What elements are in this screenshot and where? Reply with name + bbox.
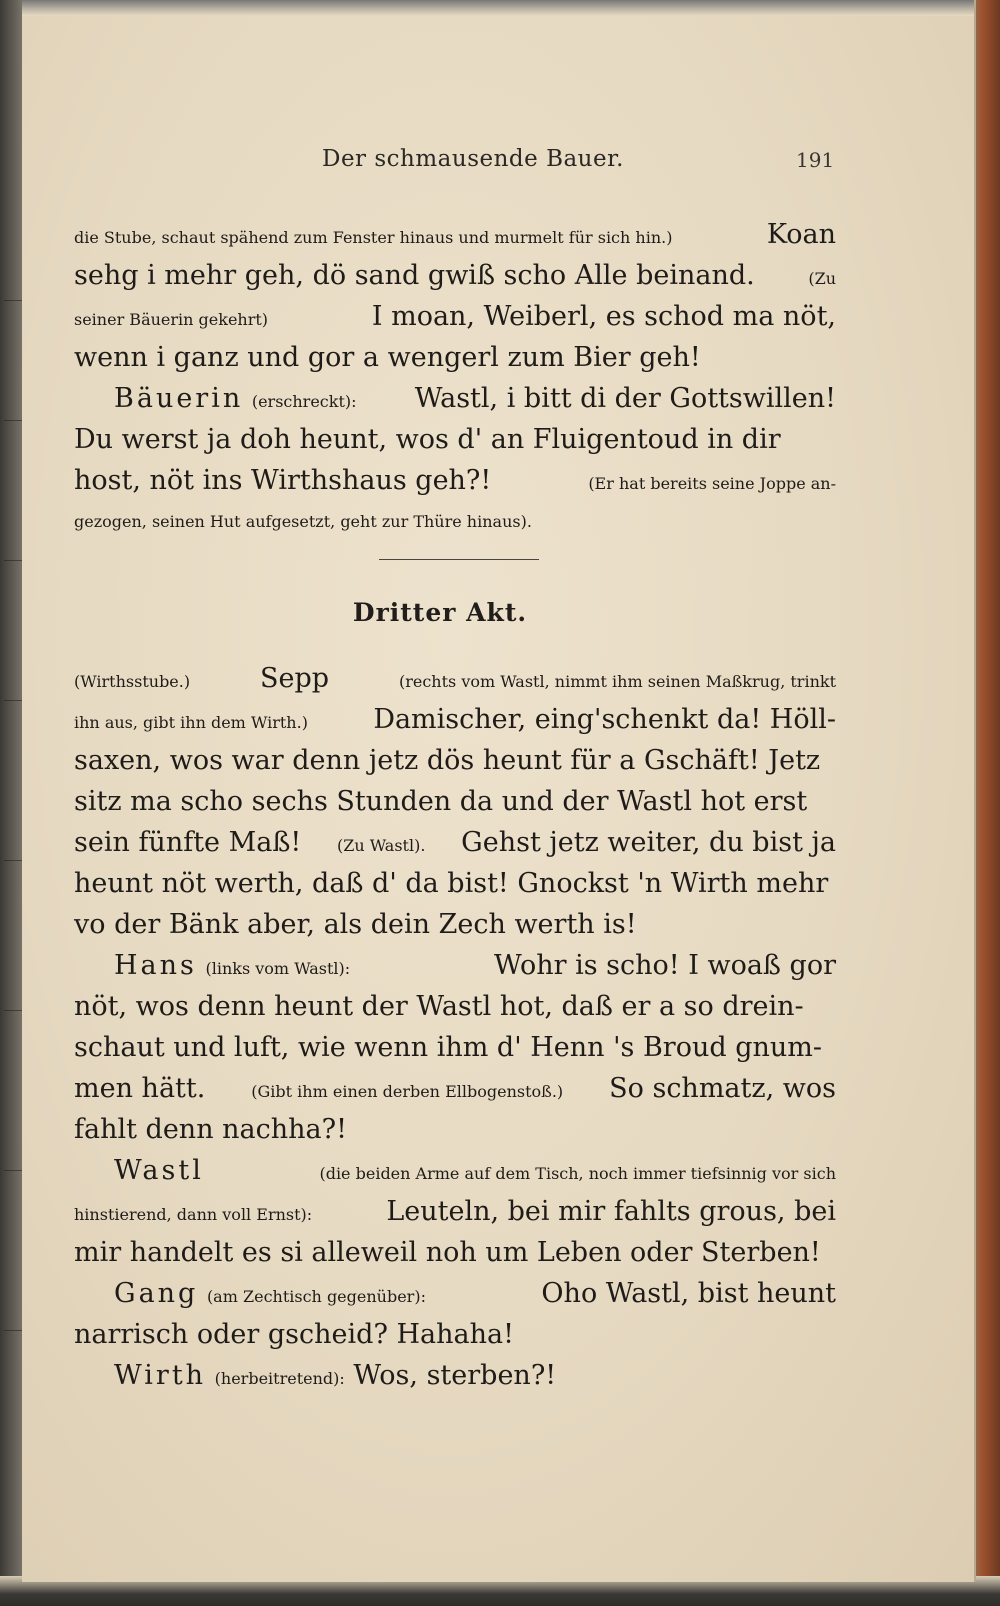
text-line: heunt nöt werth, daß d' da bist! Gnockst 'n Wirth mehr xyxy=(74,868,829,899)
page-number: 191 xyxy=(796,148,835,172)
text-line: nöt, wos denn heunt der Wastl hot, daß er a so drein- xyxy=(74,991,804,1022)
speaker-name: Wirth xyxy=(114,1360,207,1391)
text-line: fahlt denn nachha?! xyxy=(74,1114,347,1145)
text-line: mir handelt es si alleweil noh um Leben oder Sterben! xyxy=(74,1237,821,1268)
text-line: narrisch oder gscheid? Hahaha! xyxy=(74,1319,514,1350)
text-line: host, nöt ins Wirthshaus geh?! (Er hat bereits seine Joppe an- xyxy=(74,465,836,496)
speaker-name: Gang xyxy=(114,1278,199,1309)
speaker-line: Hans (links vom Wastl): Wohr is scho! I woaß gor xyxy=(114,950,836,981)
text-line: sitz ma scho sechs Stunden da und der Wastl hot erst xyxy=(74,786,808,817)
text-line: gezogen, seinen Hut aufgesetzt, geht zur Thüre hinaus). xyxy=(74,512,532,531)
text-line: die Stube, schaut spähend zum Fenster hinaus und murmelt für sich hin.) Koan xyxy=(74,219,836,250)
speaker-name: Hans xyxy=(114,950,197,981)
text-line: ihn aus, gibt ihn dem Wirth.) Damischer, eing'schenkt da! Höll- xyxy=(74,704,836,735)
text-line: men hätt. (Gibt ihm einen derben Ellbogenstoß.) So schmatz, wos xyxy=(74,1073,836,1104)
text-line: Du werst ja doh heunt, wos d' an Fluigentoud in dir xyxy=(74,424,781,455)
speaker-line: Wirth (herbeitretend): Wos, sterben?! xyxy=(74,1355,836,1396)
text-line: sehg i mehr geh, dö sand gwiß scho Alle beinand. (Zu xyxy=(74,260,836,291)
text-line: hinstierend, dann voll Ernst): Leuteln, bei mir fahlts grous, bei xyxy=(74,1196,836,1227)
text-line: sein fünfte Maß! (Zu Wastl). Gehst jetz weiter, du bist ja xyxy=(74,827,836,858)
text-line: (Wirthsstube.) Sepp (rechts vom Wastl, nimmt ihm seinen Maßkrug, trinkt xyxy=(74,663,836,694)
body-text xyxy=(74,214,836,1396)
speaker-name: Bäuerin xyxy=(114,383,244,414)
running-title: Der schmausende Bauer. xyxy=(322,146,624,172)
text-line: saxen, wos war denn jetz dös heunt für a Gschäft! Jetz xyxy=(74,745,821,776)
book-page xyxy=(22,0,976,1582)
section-divider xyxy=(379,559,539,560)
page-top-edge xyxy=(22,0,974,16)
act-heading: Dritter Akt. xyxy=(352,598,528,627)
text-line: schaut und luft, wie wenn ihm d' Henn 's Broud gnum- xyxy=(74,1032,823,1063)
speaker-line: Wastl (die beiden Arme auf dem Tisch, noch immer tiefsinnig vor sich xyxy=(74,1150,836,1191)
speaker-name: Wastl xyxy=(114,1155,204,1186)
speaker-line: Gang (am Zechtisch gegenüber): Oho Wastl, bist heunt xyxy=(114,1278,836,1309)
text-line: seiner Bäuerin gekehrt) I moan, Weiberl, es schod ma nöt, xyxy=(74,301,836,332)
text-line: wenn i ganz und gor a wengerl zum Bier geh! xyxy=(74,342,701,373)
text-line: vo der Bänk aber, als dein Zech werth is! xyxy=(74,909,637,940)
speaker-line: Bäuerin (erschreckt): Wastl, i bitt di der Gottswillen! xyxy=(114,383,836,414)
